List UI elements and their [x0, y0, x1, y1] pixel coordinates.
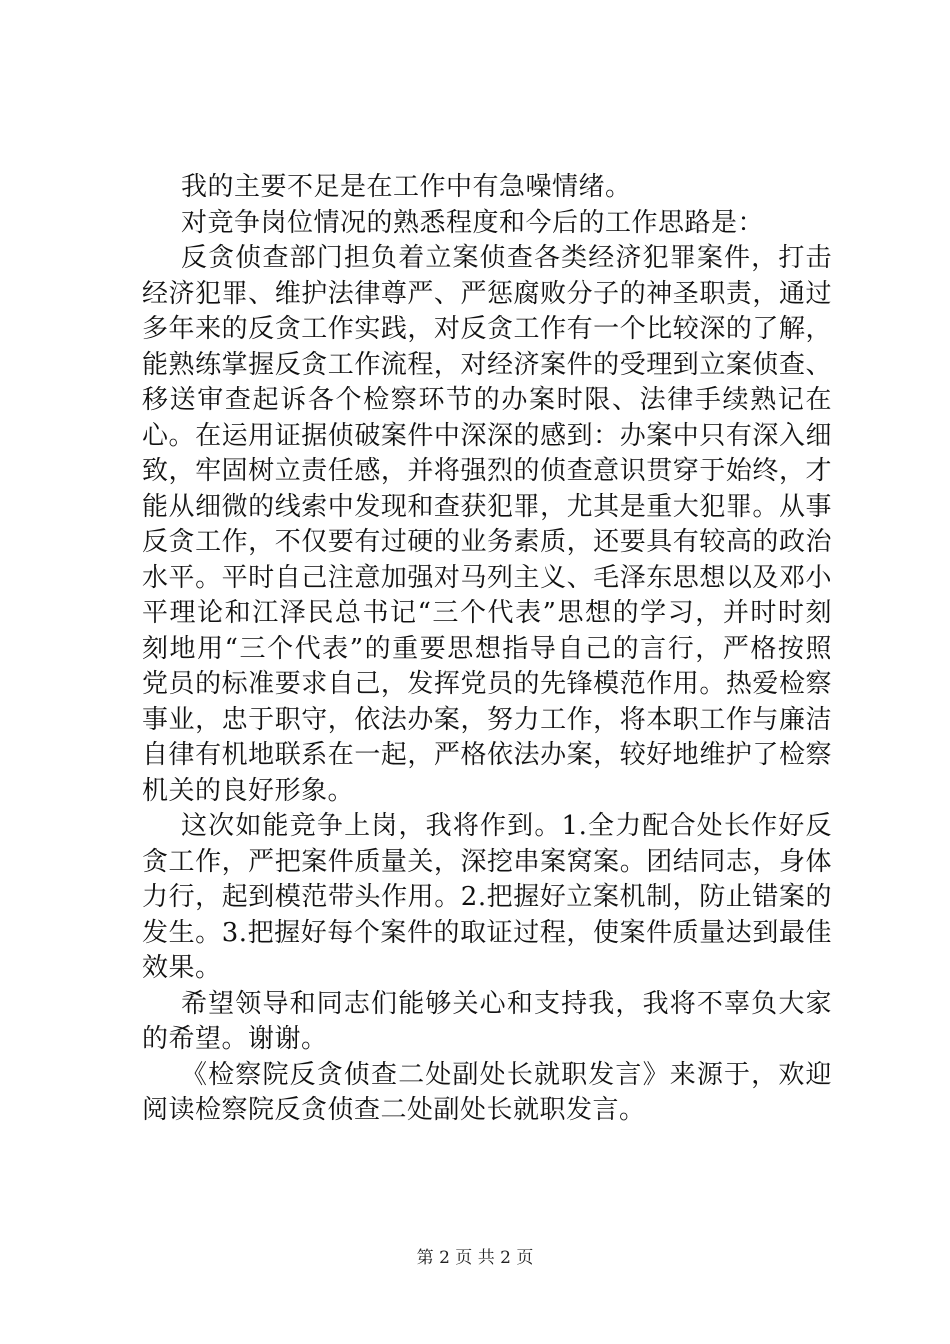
paragraph-shortcoming: 我的主要不足是在工作中有急噪情绪。 [181, 172, 632, 202]
paragraph-work-plan-intro: 对竞争岗位情况的熟悉程度和今后的工作思路是： [181, 207, 765, 238]
paragraph-source-note: 《检察院反贪侦查二处副处长就职发言》来源于，欢迎阅读检察院反贪侦查二处副处长就职发言。 [142, 1059, 832, 1125]
document-body [142, 170, 832, 1129]
paragraph-anti-corruption-experience: 反贪侦查部门担负着立案侦查各类经济犯罪案件，打击经济犯罪、维护法律尊严、严惩腐败分子的神圣职责，通过多年来的反贪工作实践，对反贪工作有一个比较深的了解，能熟练掌握反贪工作流程，对经济案件的受理到立案侦查、移送审查起诉各个检察环节的办案时限、法律手续熟记在心。在运用证据侦破案件中深深的感到：办案中只有深入细致，牢固树立责任感，并将强烈的侦查意识贯穿于始终，才能从细微的线索中发现和查获犯罪，尤其是重大犯罪。从事反贪工作，不仅要有过硬的业务素质，还要具有较高的政治水平。平时自己注意加强对马列主义、毛泽东思想以及邓小平理论和江泽民总书记“三个代表”思想的学习，并时时刻刻地用“三个代表”的重要思想指导自己的言行，严格按照党员的标准要求自己，发挥党员的先锋模范作用。热爱检察事业，忠于职守，依法办案，努力工作，将本职工作与廉洁自律有机地联系在一起，严格依法办案，较好地维护了检察机关的良好形象。 [142, 243, 832, 806]
paragraph-closing: 希望领导和同志们能够关心和支持我，我将不辜负大家的希望。谢谢。 [142, 988, 832, 1054]
page-footer: 第 2 页 共 2 页 [416, 1248, 534, 1268]
paragraph-goals: 这次如能竞争上岗，我将作到。1.全力配合处长作好反贪工作，严把案件质量关，深挖串案窝案。团结同志，身体力行，起到模范带头作用。2.把握好立案机制，防止错案的发生。3.把握好每个案件的取证过程，使案件质量达到最佳效果。 [142, 811, 832, 983]
